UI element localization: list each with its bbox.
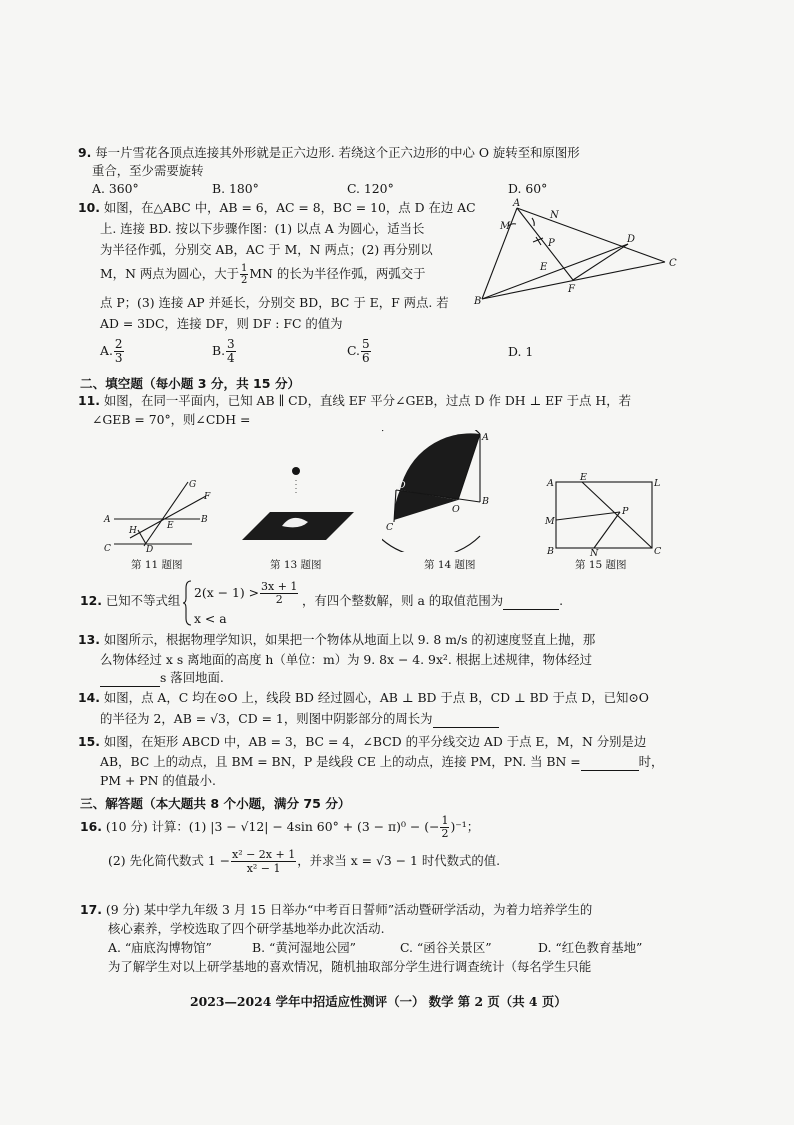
q12-ineq1-left: 2(x − 1) > xyxy=(194,585,260,600)
q13-line3 xyxy=(100,669,224,687)
q17-choice-d: D. “红色教育基地” xyxy=(538,940,643,955)
fig14-label-a: A xyxy=(482,432,489,443)
q17-number: 17. xyxy=(80,902,102,917)
q16-half-frac xyxy=(440,815,449,840)
q11-number: 11. xyxy=(78,393,100,408)
q10-half-den: 2 xyxy=(240,275,248,286)
q17-line4: 为了解学生对以上研学基地的喜欢情况，随机抽取部分学生进行调查统计（每名学生只能 xyxy=(108,959,592,974)
q9-option-a: A. 360° xyxy=(92,181,139,196)
q10-opt-b-label: B. xyxy=(212,343,226,358)
q15-text2a: AB，BC 上的动点，且 BM = BN，P 是线段 CE 上的动点，连接 PM，PN. 当 BN = xyxy=(100,754,581,769)
q10-opt-a-den: 3 xyxy=(114,351,123,365)
q10-line2: 上. 连接 BD. 按以下步骤作图：(1) 以点 A 为圆心，适当长 xyxy=(100,221,425,236)
q12-ineq1-num: 3x + 1 xyxy=(261,580,298,593)
q10-option-d: D. 1 xyxy=(508,344,534,359)
fig11-label-f: F xyxy=(204,492,211,502)
q12-number: 12. xyxy=(80,593,102,608)
fig13-ball xyxy=(292,467,300,475)
q16-frac-num: x² − 2x + 1 xyxy=(231,848,296,861)
q12-end: . xyxy=(559,593,564,608)
q16-text2b: ，并求当 x = √3 − 1 时代数式的值. xyxy=(297,853,501,868)
q10-label-p: P xyxy=(548,238,555,249)
q10-opt-a-frac xyxy=(114,338,124,365)
fig11-label-d: D xyxy=(146,545,154,554)
fig14-label-d: D xyxy=(398,480,406,491)
q13-answer-blank xyxy=(100,669,160,687)
q12-post: ，有四个整数解，则 a 的取值范围为 xyxy=(302,593,504,608)
q16-line1 xyxy=(80,813,479,841)
q10-line6: AD = 3DC，连接 DF，则 DF : FC 的值为 xyxy=(100,316,343,331)
q16-text2a: (2) 先化简代数式 1 − xyxy=(108,853,230,868)
q12-pre: 已知不等式组 xyxy=(105,593,181,608)
fig11-label-h: H xyxy=(129,526,137,536)
q10-opt-c-num: 5 xyxy=(361,337,370,351)
q16-line2 xyxy=(108,846,500,876)
q10-label-m: M xyxy=(500,221,511,232)
fig15-line-pn xyxy=(594,512,620,548)
q16-half-num: 1 xyxy=(441,814,449,827)
q9-line1 xyxy=(78,144,580,161)
fig13 xyxy=(240,462,358,544)
q10-option-a xyxy=(100,338,125,365)
q14-text2: 的半径为 2，AB = √3，CD = 1，则图中阴影部分的周长为 xyxy=(100,711,433,726)
q13-line2: 么物体经过 x s 离地面的高度 h（单位：m）为 9. 8x − 4. 9x². 根据上述规律，物体经过 xyxy=(100,652,593,667)
fig15-label-p: P xyxy=(622,506,629,517)
q14-line1 xyxy=(78,689,649,706)
q16-frac-den: x² − 1 xyxy=(246,862,281,875)
fig11-label-c: C xyxy=(104,544,111,554)
fig15-label-a: A xyxy=(547,478,554,489)
fig14-label-c: C xyxy=(386,522,394,533)
q12-inequality-1 xyxy=(194,581,299,606)
q17-line1 xyxy=(80,901,592,918)
q10-label-f: F xyxy=(568,284,575,295)
q15-number: 15. xyxy=(78,734,100,749)
fig15 xyxy=(540,472,668,556)
fig15-label-b: B xyxy=(547,546,554,556)
q15-line2 xyxy=(100,753,663,771)
fig15-caption: 第 15 题图 xyxy=(575,559,627,571)
q16-half-den: 2 xyxy=(441,827,449,840)
q16-text1b: )⁻¹； xyxy=(450,819,480,834)
q9-option-b: B. 180° xyxy=(212,181,259,196)
q10-opt-b-den: 4 xyxy=(227,351,235,365)
q10-label-d: D xyxy=(627,234,636,245)
fig11 xyxy=(100,474,218,554)
q15-text2b: 时， xyxy=(638,754,664,769)
q10-opt-b-frac xyxy=(226,338,236,365)
q12-ineq1-den: 2 xyxy=(275,593,283,606)
q10-line4 xyxy=(100,262,426,286)
q10-label-c: C xyxy=(669,258,677,269)
page-footer: 2023—2024 学年中招适应性测评（一） 数学 第 2 页（共 4 页） xyxy=(190,994,567,1009)
q15-line1 xyxy=(78,733,646,750)
q10-option-b xyxy=(212,338,237,365)
q10-half-frac xyxy=(240,263,248,286)
fig11-label-b: B xyxy=(201,515,208,525)
q9-line2: 重合，至少需要旋转 xyxy=(92,163,204,178)
q10-label-n: N xyxy=(550,210,559,221)
q9-number: 9. xyxy=(78,145,92,160)
q12-brace xyxy=(182,580,192,626)
q10-figure xyxy=(470,196,685,308)
q11-line2: ∠GEB = 70°，则∠CDH = xyxy=(92,412,251,427)
q10-line3: 为半径作弧，分别交 AB，AC 于 M，N 两点；(2) 再分别以 xyxy=(100,242,433,257)
fig15-rectangle xyxy=(556,482,652,548)
q10-opt-b-num: 3 xyxy=(227,337,235,351)
q10-label-e: E xyxy=(540,262,548,273)
fig14-shaded-region-top xyxy=(400,433,480,500)
fig15-label-l: L xyxy=(654,478,661,489)
q13-line1 xyxy=(78,631,595,648)
q9-option-d: D. 60° xyxy=(508,181,548,196)
fig15-label-c: C xyxy=(654,546,662,556)
q9-text1: 每一片雪花各顶点连接其外形就是正六边形. 若绕这个正六边形的中心 O 旋转至和原图形 xyxy=(95,145,580,160)
fig11-label-g: G xyxy=(189,480,197,490)
fig15-line-pm xyxy=(556,512,620,520)
q10-opt-a-label: A. xyxy=(100,343,113,358)
q15-line3: PM + PN 的值最小. xyxy=(100,773,216,788)
fig11-label-e: E xyxy=(167,521,174,531)
q11-text1: 如图，在同一平面内，已知 AB ∥ CD，直线 EF 平分∠GEB，过点 D 作 DH ⊥ EF 于点 H，若 xyxy=(103,393,631,408)
q11-line1 xyxy=(78,392,631,409)
q10-line1 xyxy=(78,199,476,216)
q17-choice-b: B. “黄河湿地公园” xyxy=(252,940,356,955)
q15-text1: 如图，在矩形 ABCD 中，AB = 3，BC = 4，∠BCD 的平分线交边 AD 于点 E，M，N 分别是边 xyxy=(103,734,647,749)
q17-line2: 核心素养，学校选取了四个研学基地举办此次活动. xyxy=(108,921,385,936)
q10-opt-c-label: C. xyxy=(347,343,360,358)
q10-side-ac xyxy=(517,208,665,262)
q10-opt-c-den: 6 xyxy=(361,351,370,365)
q16-main-frac xyxy=(231,848,296,875)
q10-number: 10. xyxy=(78,200,100,215)
q10-opt-c-frac xyxy=(361,338,371,365)
section-2-heading: 二、填空题（每小题 3 分，共 15 分） xyxy=(80,376,301,391)
q17-choice-a: A. “庙底沟博物馆” xyxy=(108,940,212,955)
q17-choice-c: C. “函谷关景区” xyxy=(400,940,492,955)
q10-label-a: A xyxy=(513,198,521,209)
fig11-line-dh xyxy=(138,530,146,544)
fig15-label-m: M xyxy=(545,516,555,527)
q14-line2 xyxy=(100,710,499,728)
q16-text1a: (10 分) 计算：(1) |3 − √12| − 4sin 60° + (3 − π)⁰ − (− xyxy=(105,819,440,834)
fig11-line-ef xyxy=(130,496,206,538)
q14-text1: 如图，点 A，C 均在⊙O 上，线段 BD 经过圆心，AB ⊥ BD 于点 B，CD ⊥ BD 于点 D，已知⊙O xyxy=(103,690,649,705)
q10-option-c xyxy=(347,338,372,365)
q12-ineq1-frac xyxy=(260,581,298,606)
q15-answer-blank xyxy=(581,753,639,771)
q10-arc-n xyxy=(532,218,534,226)
fig14-label-b: B xyxy=(482,496,489,507)
q10-half-num: 1 xyxy=(240,263,248,274)
q10-text4a: M，N 两点为圆心，大于 xyxy=(100,266,239,281)
q16-number: 16. xyxy=(80,819,102,834)
q10-label-b: B xyxy=(474,296,482,307)
q13-text1: 如图所示，根据物理学知识，如果把一个物体从地面上以 9. 8 m/s 的初速度竖直上抛，那 xyxy=(103,632,596,647)
fig14-caption: 第 14 题图 xyxy=(424,559,476,571)
q12-tail xyxy=(302,592,563,610)
fig14-label-o: O xyxy=(452,504,460,515)
fig11-line-ge xyxy=(144,482,188,546)
q10-text4b: MN 的长为半径作弧，两弧交于 xyxy=(249,266,426,281)
section-3-heading: 三、解答题（本大题共 8 个小题，满分 75 分） xyxy=(80,796,351,811)
fig14 xyxy=(382,430,522,552)
q10-arc-p xyxy=(533,237,543,245)
q13-number: 13. xyxy=(78,632,100,647)
fig15-label-e: E xyxy=(580,472,587,483)
q14-number: 14. xyxy=(78,690,100,705)
q13-text3: s 落回地面. xyxy=(160,670,224,685)
q10-line5: 点 P；(3) 连接 AP 并延长，分别交 BD，BC 于 E，F 两点. 若 xyxy=(100,295,449,310)
q10-line-bd xyxy=(482,244,628,299)
q12-inequality-2: x < a xyxy=(194,611,227,626)
fig13-caption: 第 13 题图 xyxy=(270,559,322,571)
q12-answer-blank xyxy=(503,592,559,610)
q10-opt-a-num: 2 xyxy=(114,337,123,351)
q10-text1: 如图，在△ABC 中，AB = 6，AC = 8，BC = 10，点 D 在边 AC xyxy=(103,200,476,215)
fig15-label-n: N xyxy=(590,548,599,556)
fig11-caption: 第 11 题图 xyxy=(131,559,183,571)
q12-lead xyxy=(80,592,180,609)
q9-option-c: C. 120° xyxy=(347,181,394,196)
q17-text1: (9 分) 某中学九年级 3 月 15 日举办“中考百日誓师”活动暨研学活动，为着力培养学生的 xyxy=(105,902,593,917)
q14-answer-blank xyxy=(433,710,499,728)
fig11-label-a: A xyxy=(104,515,111,525)
